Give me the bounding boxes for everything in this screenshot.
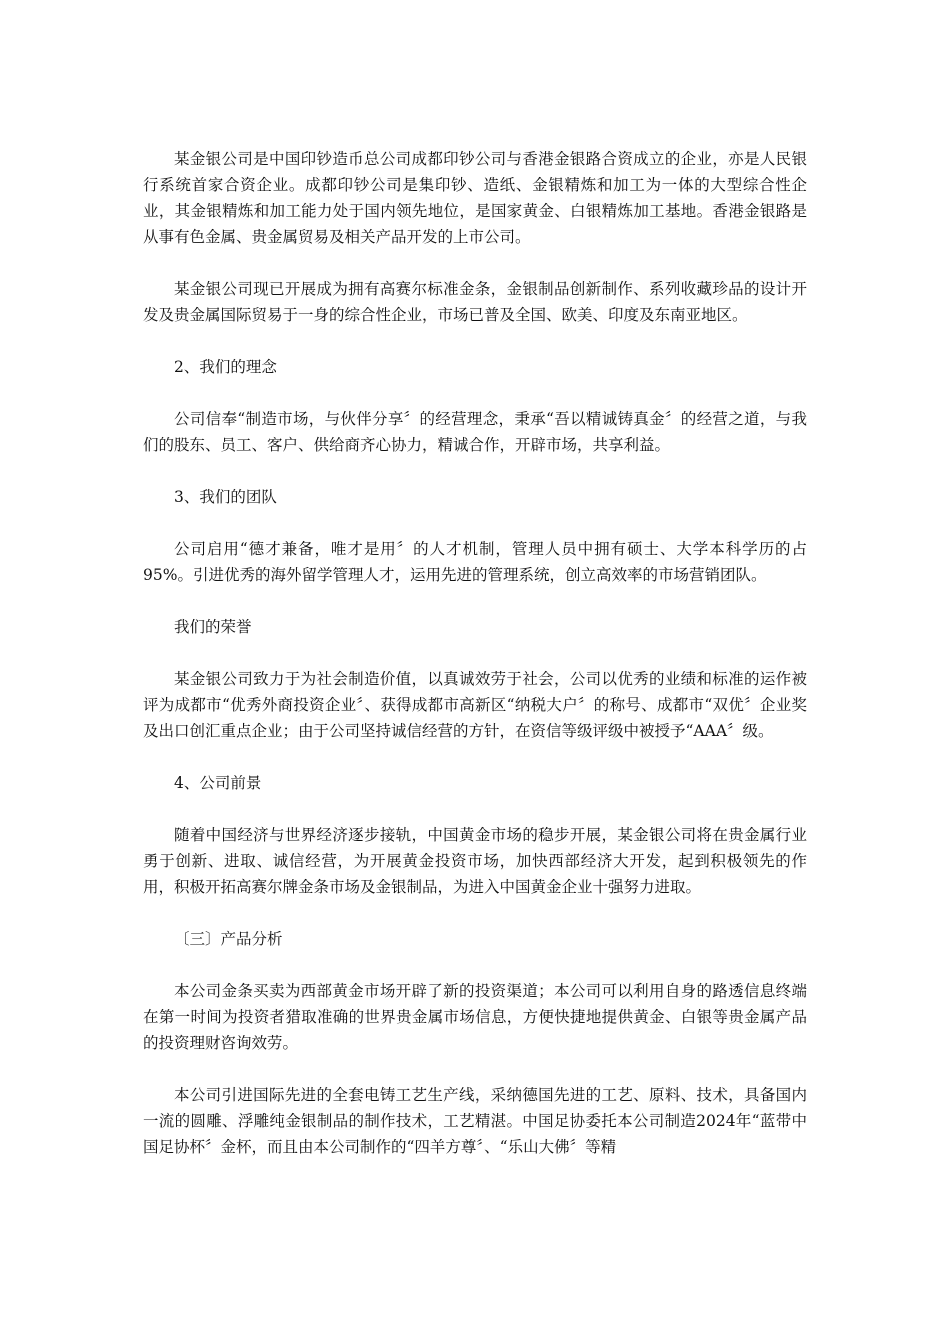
paragraph-company-intro: 某金银公司是中国印钞造币总公司成都印钞公司与香港金银路合资成立的企业，亦是人民银行系统首家合资企业。成都印钞公司是集印钞、造纸、金银精炼和加工为一体的大型综合性企业，其金银精炼和加工能力处于国内领先地位，是国家黄金、白银精炼加工基地。香港金银路是从事有色金属、贵金属贸易及相关产品开发的上市公司。 bbox=[143, 150, 807, 246]
heading-company-prospects: 4、公司前景 bbox=[174, 774, 262, 792]
paragraph-gold-bar-trading: 本公司金条买卖为西部黄金市场开辟了新的投资渠道；本公司可以利用自身的路透信息终端在第一时间为投资者猎取准确的世界贵金属市场信息，方便快捷地提供黄金、白银等贵金属产品的投资理财咨询效劳。 bbox=[143, 982, 807, 1052]
heading-our-honors: 我们的荣誉 bbox=[174, 618, 252, 636]
paragraph-prospects: 随着中国经济与世界经济逐步接轨，中国黄金市场的稳步开展，某金银公司将在贵金属行业勇于创新、进取、诚信经营，为开展黄金投资市场，加快西部经济大开发，起到积极领先的作用，积极开拓高赛尔牌金条市场及金银制品，为进入中国黄金企业十强努力进取。 bbox=[143, 826, 807, 896]
paragraph-honors: 某金银公司致力于为社会制造价值，以真诚效劳于社会，公司以优秀的业绩和标准的运作被评为成都市“优秀外商投资企业〞、获得成都市高新区“纳税大户〞的称号、成都市“双优〞企业奖及出口创汇重点企业；由于公司坚持诚信经营的方针，在资信等级评级中被授予“AAA〞级。 bbox=[143, 670, 807, 740]
paragraph-philosophy: 公司信奉“制造市场，与伙伴分享〞的经营理念，秉承“吾以精诚铸真金〞的经营之道，与我们的股东、员工、客户、供给商齐心协力，精诚合作，开辟市场，共享利益。 bbox=[143, 410, 807, 454]
heading-our-philosophy: 2、我们的理念 bbox=[174, 358, 277, 376]
paragraph-company-development: 某金银公司现已开展成为拥有高赛尔标准金条，金银制品创新制作、系列收藏珍品的设计开发及贵金属国际贸易于一身的综合性企业，市场已普及全国、欧美、印度及东南亚地区。 bbox=[143, 280, 807, 324]
heading-our-team: 3、我们的团队 bbox=[174, 488, 277, 506]
paragraph-production-line: 本公司引进国际先进的全套电铸工艺生产线，采纳德国先进的工艺、原料、技术，具备国内一流的圆雕、浮雕纯金银制品的制作技术，工艺精湛。中国足协委托本公司制造2024年“蓝带中国足协杯〞金杯，而且由本公司制作的“四羊方尊〞、“乐山大佛〞等精 bbox=[143, 1086, 807, 1156]
heading-product-analysis: 〔三〕产品分析 bbox=[174, 930, 283, 948]
document-page bbox=[143, 146, 807, 1186]
paragraph-team: 公司启用“德才兼备，唯才是用〞的人才机制，管理人员中拥有硕士、大学本科学历的占95%。引进优秀的海外留学管理人才，运用先进的管理系统，创立高效率的市场营销团队。 bbox=[143, 540, 807, 584]
